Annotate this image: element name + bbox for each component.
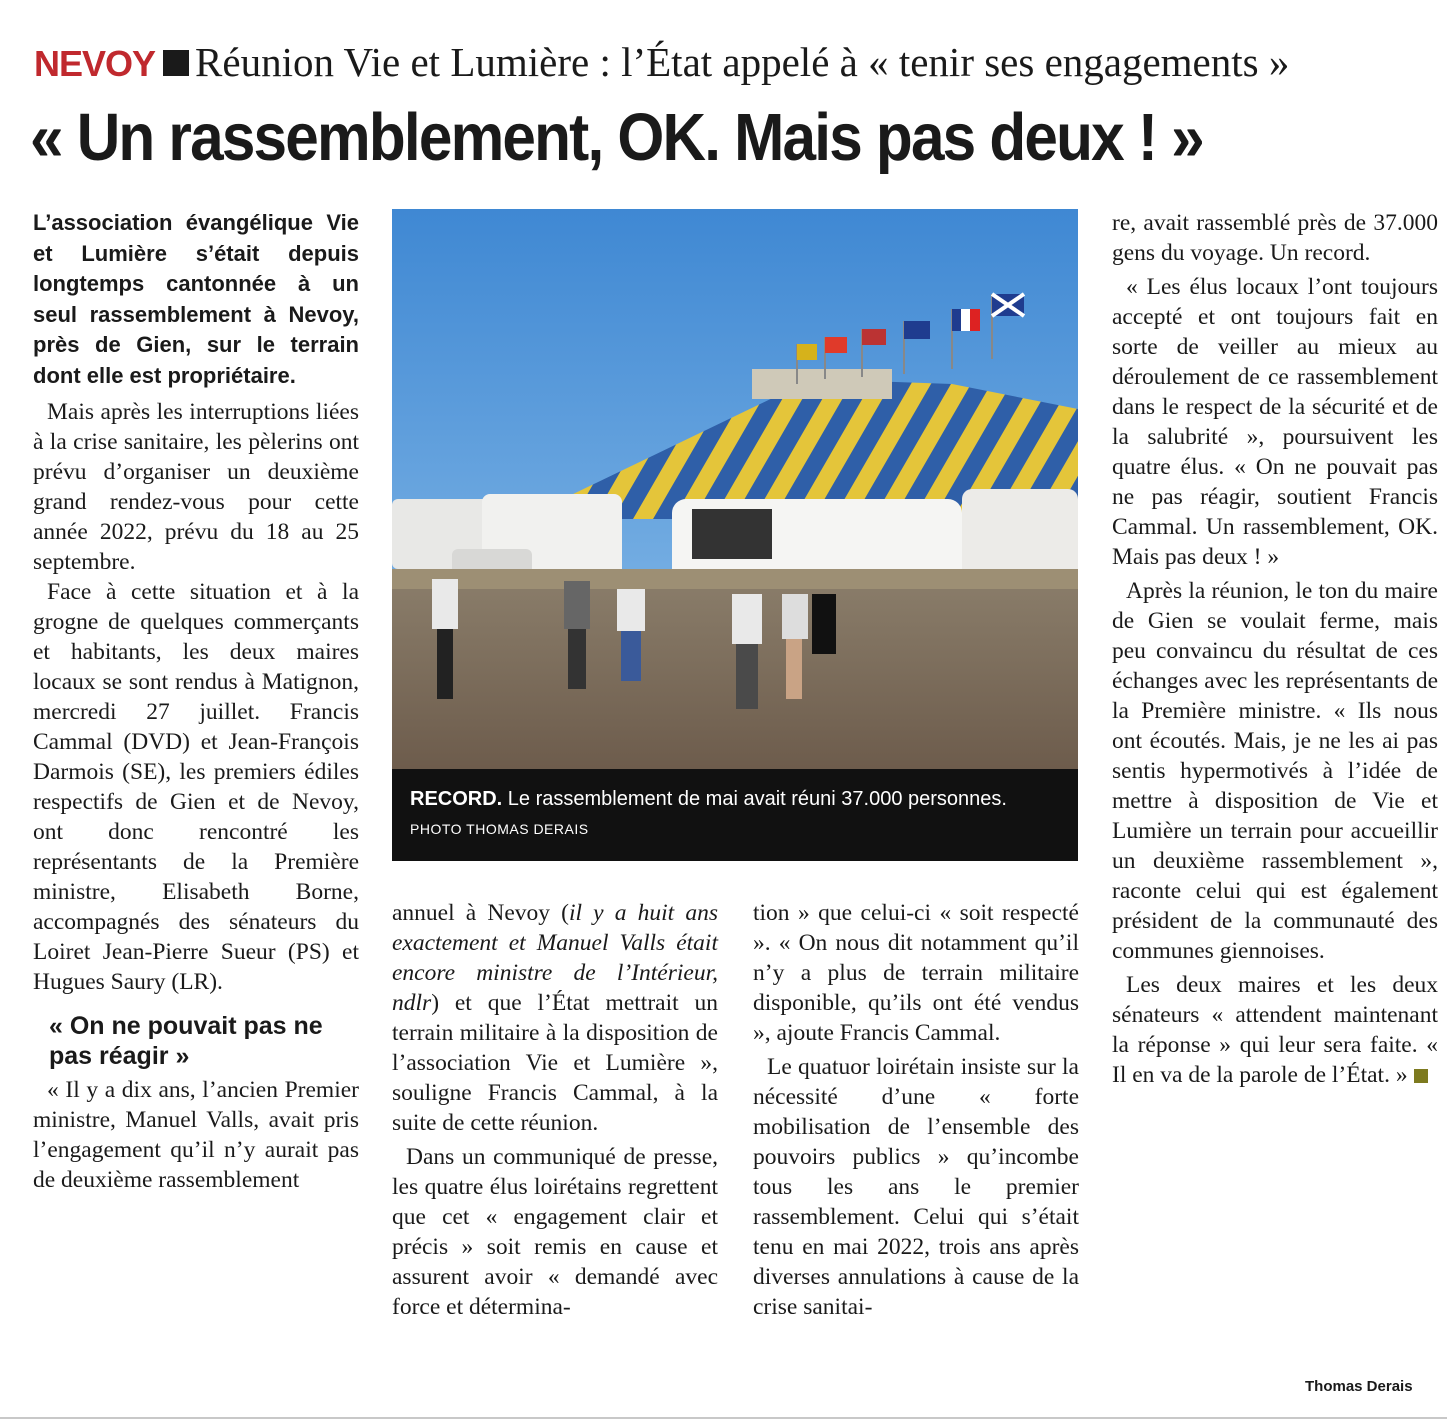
caption-lead: RECORD.	[410, 788, 503, 810]
column-2	[392, 898, 718, 1322]
paragraph	[1112, 970, 1438, 1090]
column-1	[33, 208, 359, 1195]
kicker	[34, 40, 1289, 86]
paragraph: Mais après les interruptions liées à la crise sanitaire, les pèlerins ont prévu d’organiser un deuxième grand rendez-vous pour cette année 2022, prévu du 18 au 25 septembre.	[33, 399, 359, 575]
paragraph: Dans un communiqué de presse, les quatre élus loirétains regrettent que cet « engagement clair et précis » soit remis en cause et assurent avoir « demandé avec force et détermina-	[392, 1144, 718, 1320]
italic-span: il y a huit ans exactement et Manuel Valls était encore ministre de l’Intérieur, ndlr	[392, 900, 718, 1016]
paragraph: « Il y a dix ans, l’ancien Premier ministre, Manuel Valls, avait pris l’engagement qu’il n’y aurait pas de deuxième rassemblement	[33, 1077, 359, 1193]
photo-image	[392, 209, 1078, 769]
end-mark-icon	[1414, 1069, 1428, 1083]
paragraph	[392, 898, 718, 1138]
intertitle: « On ne pouvait pas ne pas réagir »	[49, 1012, 323, 1070]
photo	[392, 209, 1078, 861]
paragraph: re, avait rassemblé près de 37.000 gens du voyage. Un record.	[1112, 210, 1438, 266]
square-bullet-icon	[163, 50, 189, 76]
text-span: Les deux maires et les deux sénateurs « attendent maintenant la réponse » qui leur sera faite. « Il en va de la parole de l’État. »	[1112, 972, 1438, 1088]
lead-paragraph: L’association évangélique Vie et Lumière s’était depuis longtemps cantonnée à un seul rassemblement à Nevoy, près de Gien, sur le terrain dont elle est propriétaire.	[33, 210, 359, 388]
caption-text: Le rassemblement de mai avait réuni 37.000 personnes.	[507, 788, 1007, 810]
photo-credit: PHOTO THOMAS DERAIS	[410, 821, 589, 837]
text-span: annuel à Nevoy (	[392, 900, 569, 926]
location-label: NEVOY	[34, 43, 156, 84]
bottom-rule	[0, 1417, 1447, 1419]
text-span: ) et que l’État mettrait un terrain militaire à la disposition de l’association Vie et Lumière », souligne Francis Cammal, à la suite de cette réunion.	[392, 990, 718, 1136]
column-3	[753, 898, 1079, 1322]
photo-caption	[410, 785, 1060, 844]
headline: « Un rassemblement, OK. Mais pas deux ! »	[30, 100, 1203, 175]
paragraph: « Les élus locaux l’ont toujours accepté et ont toujours fait en sorte de veiller au mieux au déroulement de ce rassemblement dans le respect de la sécurité et de la salubrité », poursuivent les quatre élus. « On ne pouvait pas ne pas réagir, soutient Francis Cammal. Un rassemblement, OK. Mais pas deux ! »	[1112, 274, 1438, 570]
paragraph: Le quatuor loirétain insiste sur la nécessité d’une « forte mobilisation de l’ensemble des pouvoirs publics » qu’incombe tous les ans le premier rassemblement. Celui qui s’était tenu en mai 2022, trois ans après diverses annulations à cause de la crise sanitai-	[753, 1054, 1079, 1320]
paragraph: Face à cette situation et à la grogne de quelques commerçants et habitants, les deux maires locaux se sont rendus à Matignon, mercredi 27 juillet. Francis Cammal (DVD) et Jean-François Darmois (SE), les premiers édiles respectifs de Gien et de Nevoy, ont donc rencontré les représentants de la Première ministre, Elisabeth Borne, accompagnés des sénateurs du Loiret Jean-Pierre Sueur (PS) et Hugues Saury (LR).	[33, 579, 359, 995]
byline: Thomas Derais	[1305, 1378, 1413, 1395]
paragraph: Après la réunion, le ton du maire de Gien se voulait ferme, mais peu convaincu du résultat de ces échanges avec les représentants de la Première ministre. « Ils nous ont écoutés. Mais, je ne les ai pas sentis hypermotivés à l’idée de mettre à disposition de Vie et Lumière un terrain pour accueillir un deuxième rassemblement », raconte celui qui est également président de la communauté des communes giennoises.	[1112, 578, 1438, 964]
paragraph: tion » que celui-ci « soit respecté ». « On nous dit notamment qu’il n’y a plus de terrain militaire disponible, qu’ils ont été vendus », ajoute Francis Cammal.	[753, 900, 1079, 1046]
column-4	[1112, 208, 1438, 1090]
kicker-text: Réunion Vie et Lumière : l’État appelé à « tenir ses engagements »	[195, 39, 1290, 85]
